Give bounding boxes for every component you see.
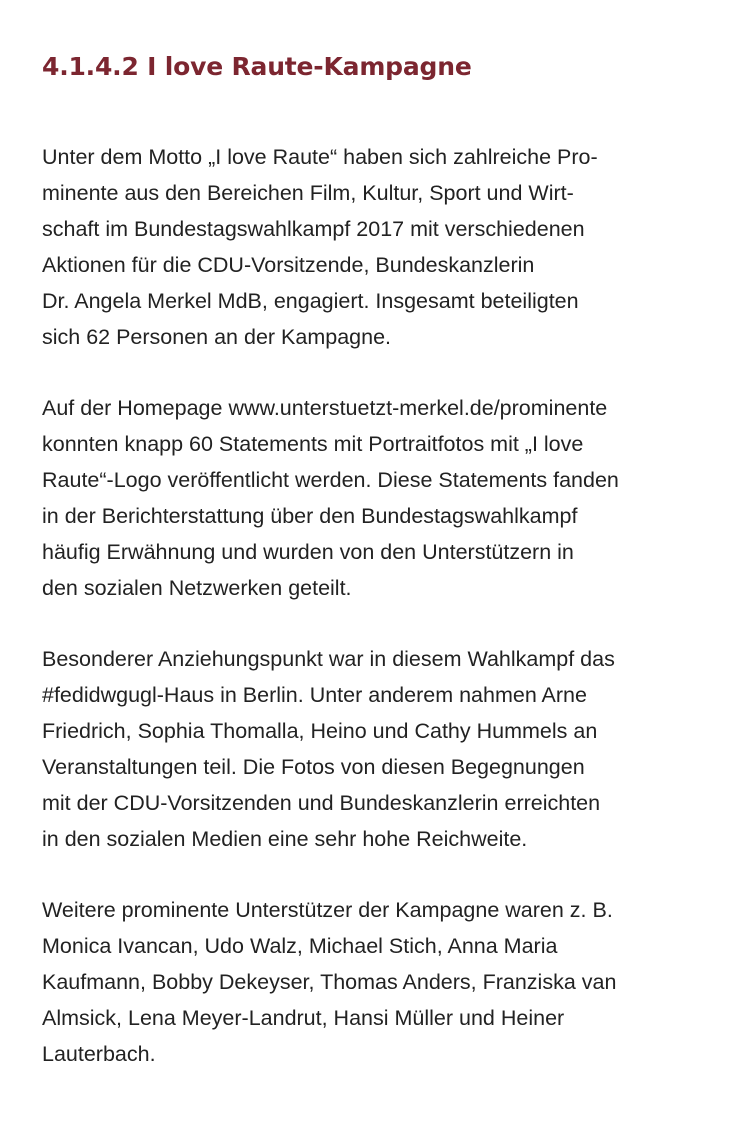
text-line: minente aus den Bereichen Film, Kultur, Sport und Wirt- [42,181,574,205]
text-line: konnten knapp 60 Statements mit Portraitfotos mit „I love [42,432,584,456]
text-line: Raute“-Logo veröffentlicht werden. Diese Statements fanden [42,468,619,492]
text-line: in der Berichterstattung über den Bundestagswahlkampf [42,504,578,528]
text-line: Almsick, Lena Meyer-Landrut, Hansi Müller und Heiner [42,1006,565,1030]
text-line: Dr. Angela Merkel MdB, engagiert. Insgesamt beteiligten [42,289,579,313]
text-line: Kaufmann, Bobby Dekeyser, Thomas Anders, Franziska van [42,970,617,994]
text-line: in den sozialen Medien eine sehr hohe Reichweite. [42,827,528,851]
text-line: Monica Ivancan, Udo Walz, Michael Stich, Anna Maria [42,934,558,958]
text-line: sich 62 Personen an der Kampagne. [42,325,392,349]
paragraph-homepage [42,390,619,606]
paragraph-supporters [42,892,616,1072]
text-line: Unter dem Motto „I love Raute“ haben sich zahlreiche Pro- [42,145,598,169]
text-line: Lauterbach. [42,1042,156,1066]
paragraph-motto [42,139,598,355]
text-line: Besonderer Anziehungspunkt war in diesem Wahlkampf das [42,647,615,671]
text-line: Aktionen für die CDU-Vorsitzende, Bundeskanzlerin [42,253,535,277]
paragraph-fedidwgugl-haus [42,641,615,857]
section-heading: 4.1.4.2 I love Raute-Kampagne [42,52,472,81]
text-line: Auf der Homepage www.unterstuetzt-merkel.de/prominente [42,396,608,420]
text-line: häufig Erwähnung und wurden von den Unterstützern in [42,540,574,564]
text-line: #fedidwgugl-Haus in Berlin. Unter anderem nahmen Arne [42,683,587,707]
text-line: Veranstaltungen teil. Die Fotos von diesen Begegnungen [42,755,585,779]
text-line: Friedrich, Sophia Thomalla, Heino und Cathy Hummels an [42,719,598,743]
text-line: mit der CDU-Vorsitzenden und Bundeskanzlerin erreichten [42,791,601,815]
text-line: schaft im Bundestagswahlkampf 2017 mit verschiedenen [42,217,585,241]
text-line: den sozialen Netzwerken geteilt. [42,576,352,600]
text-line: Weitere prominente Unterstützer der Kampagne waren z. B. [42,898,613,922]
